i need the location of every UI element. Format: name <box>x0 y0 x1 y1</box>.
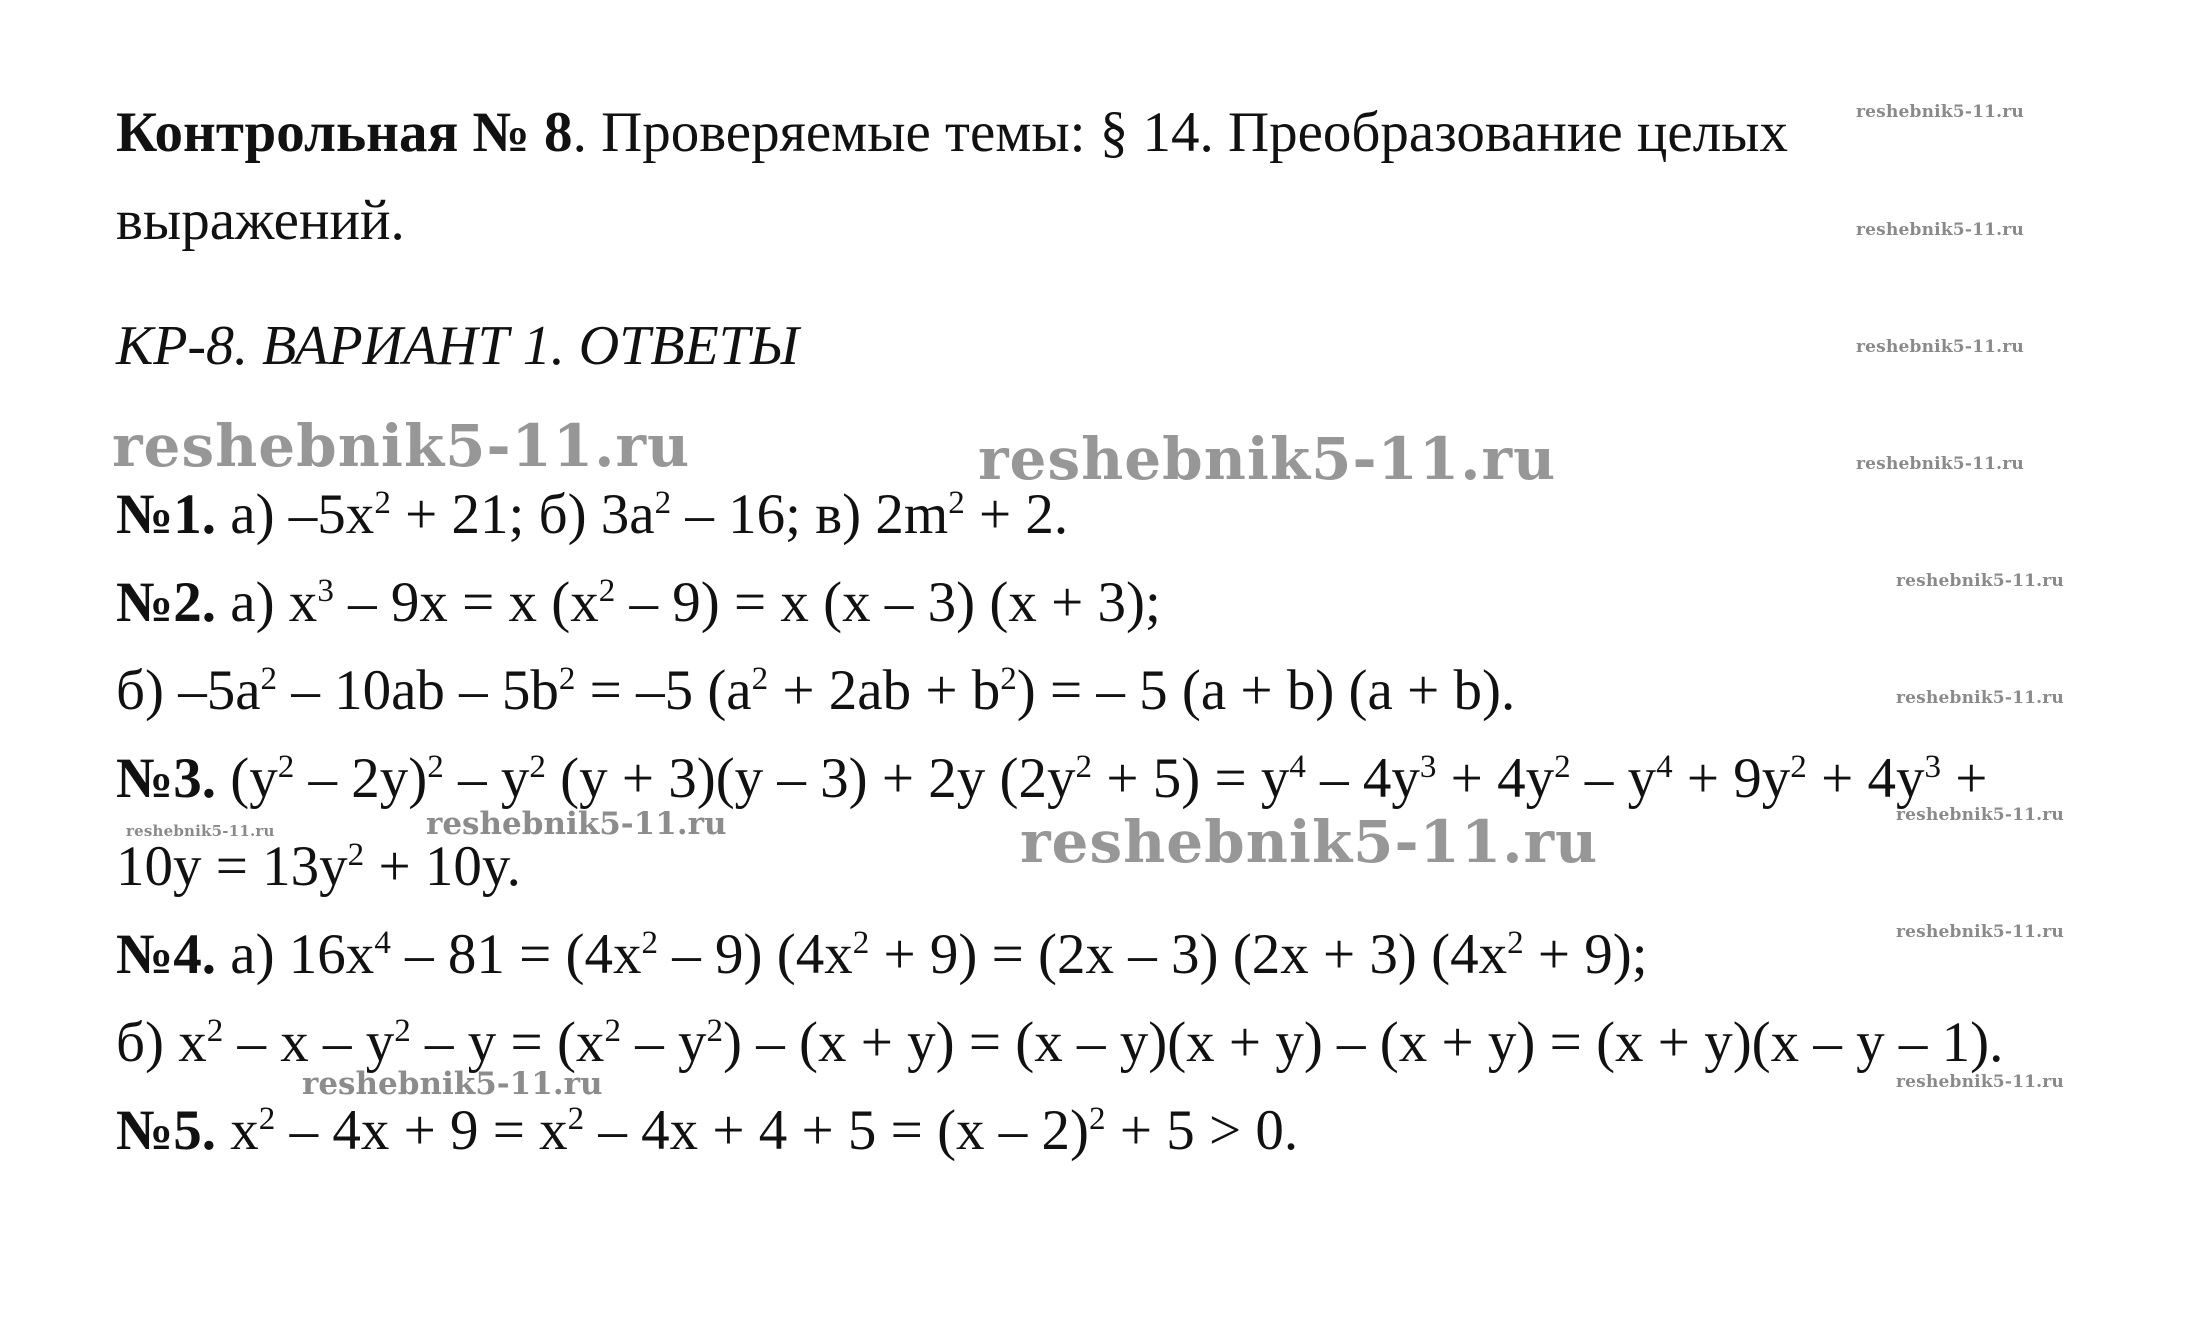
answer-4a <box>116 923 1648 986</box>
expr: + 10y. <box>364 835 521 898</box>
exponent: 2 <box>654 484 672 521</box>
watermark-large: reshebnik5-11.ru <box>112 412 691 480</box>
expr: + 9); <box>1523 923 1648 986</box>
expr: + 5) = y <box>1092 747 1290 810</box>
expr: + 9) = (2x – 3) (2x + 3) (4x <box>869 923 1508 986</box>
expr: ) = – 5 (a + b) (a + b). <box>1016 659 1516 722</box>
expr: ) – (x + y) = (x – y)(x + y) – (x + y) = (x + y)(x – y – 1). <box>723 1011 2004 1074</box>
watermark-small: reshebnik5-11.ru <box>1856 102 2024 122</box>
watermark-small: reshebnik5-11.ru <box>1896 688 2064 708</box>
expr: + 2ab + b <box>768 659 1001 722</box>
expr: – 4y <box>1305 747 1420 810</box>
exponent: 2 <box>948 484 965 521</box>
answer-number: №1. <box>116 483 217 546</box>
expr: + <box>1941 747 1988 810</box>
expr: – 10ab – 5b <box>277 659 559 722</box>
exponent: 2 <box>558 660 576 697</box>
exponent: 2 <box>260 660 278 697</box>
answer-3b <box>116 835 521 898</box>
watermark-small: reshebnik5-11.ru <box>126 822 275 840</box>
expr: = –5 (a <box>575 659 752 722</box>
expr: – 16; в) 2m <box>671 483 949 546</box>
exponent: 3 <box>1924 748 1942 785</box>
watermark-small: reshebnik5-11.ru <box>1856 454 2024 474</box>
exponent: 2 <box>852 924 870 961</box>
exponent: 2 <box>1790 748 1807 785</box>
exponent: 2 <box>1554 748 1571 785</box>
exponent: 2 <box>706 1012 723 1049</box>
expr: + 4y <box>1436 747 1555 810</box>
watermark-small: reshebnik5-11.ru <box>1896 1072 2064 1092</box>
heading-bold: Контрольная № 8 <box>116 101 573 164</box>
exponent: 4 <box>374 924 391 961</box>
exponent: 2 <box>1075 748 1093 785</box>
expr: + 5 > 0. <box>1105 1099 1299 1162</box>
expr: – 81 = (4x <box>390 923 642 986</box>
watermark-small: reshebnik5-11.ru <box>1896 922 2064 942</box>
expr: – y <box>1570 747 1657 810</box>
expr: + 4y <box>1806 747 1925 810</box>
expr: + 9y <box>1672 747 1791 810</box>
document-heading-line2: выражений. <box>116 189 405 252</box>
answer-number: №2. <box>116 571 217 634</box>
exponent: 4 <box>1289 748 1306 785</box>
answer-2b <box>116 659 1516 722</box>
expr: – y <box>443 747 530 810</box>
watermark-small: reshebnik5-11.ru <box>1896 571 2064 591</box>
expr: – y <box>620 1011 707 1074</box>
expr: – x – y <box>223 1011 395 1074</box>
expr: – 4x + 9 = x <box>275 1099 568 1162</box>
watermark-small: reshebnik5-11.ru <box>1856 337 2024 357</box>
expr: x <box>216 1099 259 1162</box>
watermark-medium: reshebnik5-11.ru <box>426 806 727 842</box>
exponent: 2 <box>374 484 391 521</box>
expr: – 9) (4x <box>658 923 853 986</box>
exponent: 2 <box>394 1012 411 1049</box>
expr: + 21; б) 3a <box>390 483 655 546</box>
exponent: 2 <box>1089 1100 1106 1137</box>
exponent: 2 <box>529 748 546 785</box>
exponent: 2 <box>206 1012 224 1049</box>
exponent: 2 <box>641 924 659 961</box>
expr: б) x <box>116 1011 207 1074</box>
exponent: 2 <box>1507 924 1524 961</box>
expr: – 9x = x (x <box>333 571 599 634</box>
expr: – 4x + 4 + 5 = (x – 2) <box>584 1099 1090 1162</box>
exponent: 2 <box>751 660 769 697</box>
answer-2a <box>116 571 1161 634</box>
expr: б) –5a <box>116 659 261 722</box>
watermark-large: reshebnik5-11.ru <box>1020 808 1599 876</box>
watermark-large: reshebnik5-11.ru <box>978 425 1557 493</box>
answer-5 <box>116 1099 1299 1162</box>
exponent: 2 <box>277 748 295 785</box>
answer-number: №5. <box>116 1099 217 1162</box>
exponent: 2 <box>567 1100 585 1137</box>
exponent: 2 <box>427 748 444 785</box>
document-heading <box>116 101 1788 164</box>
exponent: 2 <box>604 1012 621 1049</box>
expr: – 9) = x (x – 3) (x + 3); <box>615 571 1161 634</box>
heading-rest: . Проверяемые темы: § 14. Преобразование целых <box>572 101 1788 164</box>
document-subtitle: КР-8. ВАРИАНТ 1. ОТВЕТЫ <box>116 315 799 377</box>
answer-4b <box>116 1011 2004 1074</box>
answer-number: №3. <box>116 747 217 810</box>
expr: 10y = 13y <box>116 835 348 898</box>
expr: а) –5x <box>216 483 375 546</box>
exponent: 2 <box>347 836 365 873</box>
exponent: 2 <box>258 1100 276 1137</box>
watermark-small: reshebnik5-11.ru <box>1856 220 2024 240</box>
exponent: 4 <box>1656 748 1673 785</box>
expr: (y + 3)(y – 3) + 2y (2y <box>545 747 1076 810</box>
answer-3a <box>116 747 1988 810</box>
expr: (y <box>216 747 278 810</box>
expr: а) 16x <box>216 923 375 986</box>
answer-number: №4. <box>116 923 217 986</box>
exponent: 2 <box>1000 660 1017 697</box>
expr: а) x <box>216 571 318 634</box>
expr: – 2y) <box>294 747 428 810</box>
expr: – y = (x <box>410 1011 605 1074</box>
watermark-medium: reshebnik5-11.ru <box>302 1066 603 1102</box>
exponent: 3 <box>317 572 334 609</box>
exponent: 3 <box>1419 748 1437 785</box>
watermark-small: reshebnik5-11.ru <box>1896 805 2064 825</box>
expr: + 2. <box>964 483 1069 546</box>
exponent: 2 <box>598 572 616 609</box>
answer-1 <box>116 483 1069 546</box>
